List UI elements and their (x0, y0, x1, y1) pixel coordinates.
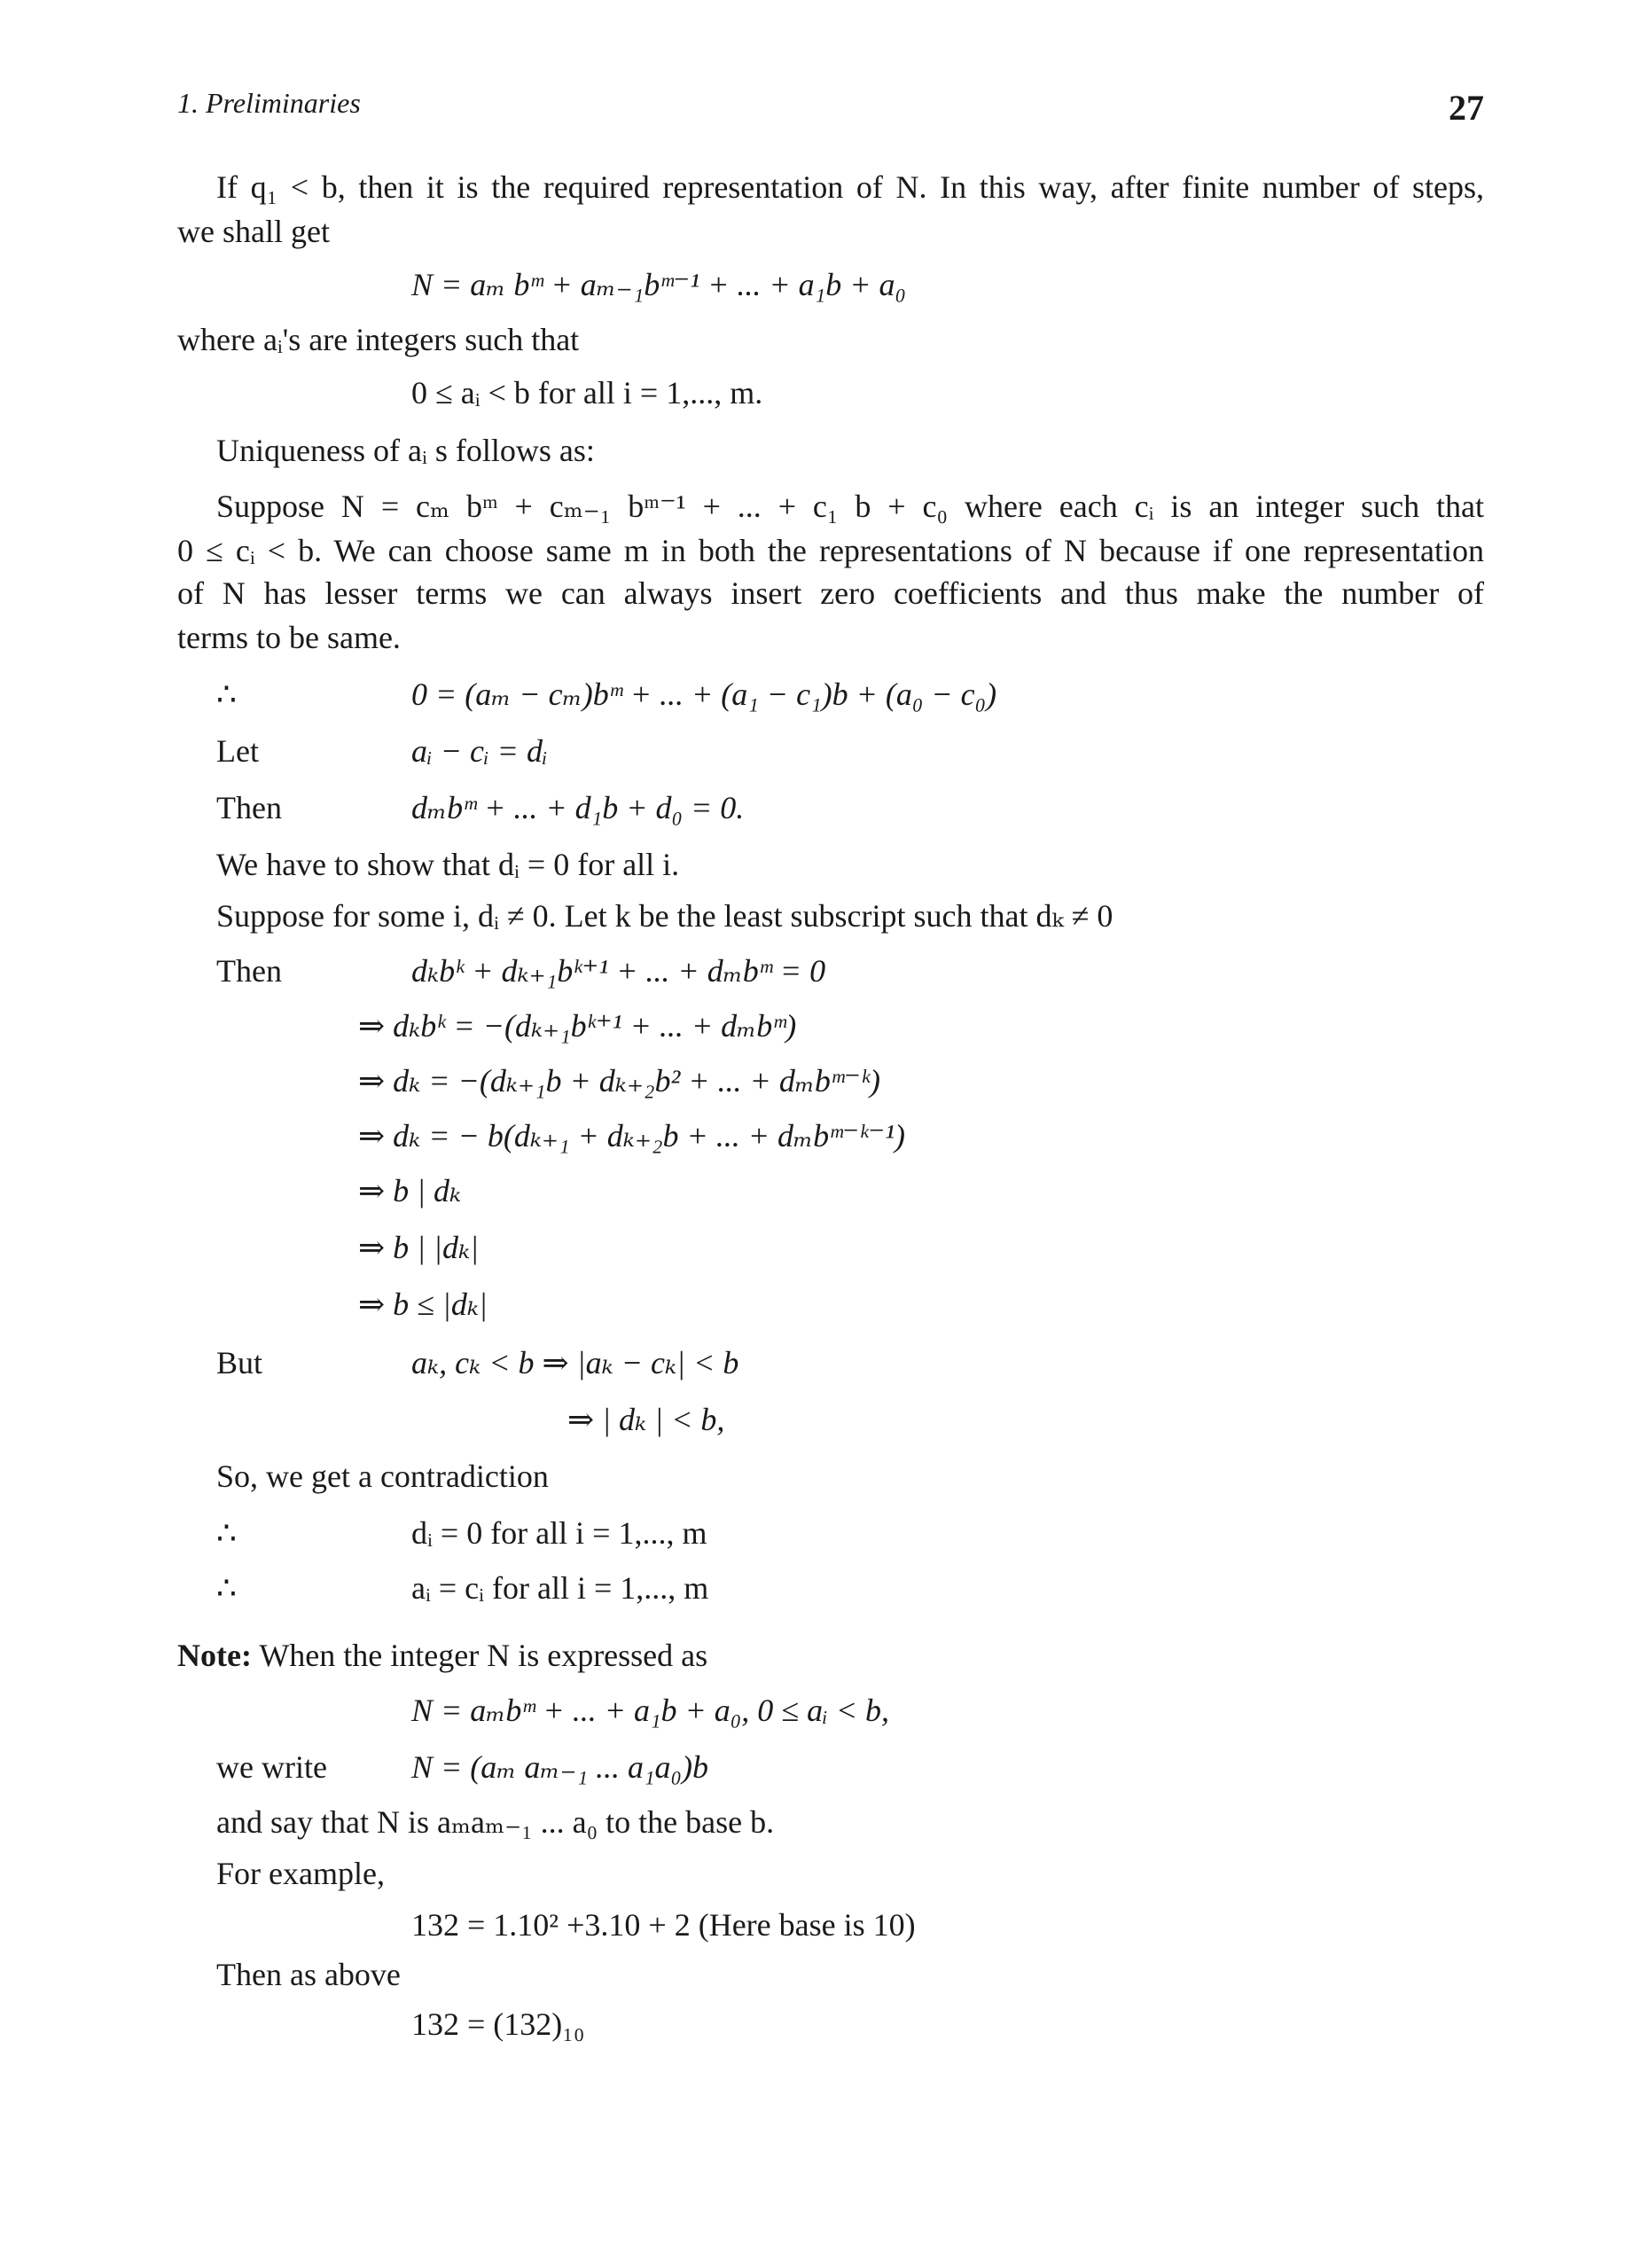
paragraph-line: So, we get a contradiction (216, 1459, 549, 1494)
running-header (177, 87, 1484, 131)
chain-expression: ⇒ dₖbᵏ = −(dₖ₊₁bᵏ⁺¹ + ... + dₘbᵐ) (358, 1008, 797, 1044)
step-label: Then (216, 790, 282, 825)
paragraph-line: We have to show that dᵢ = 0 for all i. (216, 847, 680, 882)
equation: 0 ≤ aᵢ < b for all i = 1,..., m. (411, 375, 763, 411)
step-label: ∴ (216, 676, 237, 712)
paragraph-line: Then as above (216, 1957, 401, 1992)
equation: 132 = (132)₁₀ (411, 2006, 585, 2042)
chain-expression: dₖbᵏ + dₖ₊₁bᵏ⁺¹ + ... + dₘbᵐ = 0 (411, 953, 826, 989)
paragraph-line: Suppose for some i, dᵢ ≠ 0. Let k be the least subscript such that dₖ ≠ 0 (216, 898, 1113, 934)
chain-expression: ⇒ dₖ = −(dₖ₊₁b + dₖ₊₂b² + ... + dₘbᵐ⁻ᵏ) (358, 1063, 881, 1099)
step-expression: 0 = (aₘ − cₘ)bᵐ + ... + (a₁ − c₁)b + (a₀ − c₀) (411, 676, 997, 712)
step-label: But (216, 1345, 263, 1380)
step-expression: aᵢ − cᵢ = dᵢ (411, 733, 548, 769)
note-label: Note: (177, 1638, 252, 1673)
chain-expression: ⇒ b | dₖ (358, 1173, 462, 1208)
paragraph-line: If q₁ < b, then it is the required representation of N. In this way, after finite number of steps, (216, 169, 1484, 205)
step-label: Let (216, 733, 259, 769)
step-expression: aᵢ = cᵢ for all i = 1,..., m (411, 1570, 709, 1606)
step-expression: dᵢ = 0 for all i = 1,..., m (411, 1515, 707, 1551)
paragraph-line: Suppose N = cₘ bᵐ + cₘ₋₁ bᵐ⁻¹ + ... + c₁ b + c₀ where each cᵢ is an integer such that (216, 489, 1484, 524)
paragraph-line: and say that N is aₘaₘ₋₁ ... a₀ to the base b. (216, 1804, 775, 1840)
chain-expression: ⇒ dₖ = − b(dₖ₊₁ + dₖ₊₂b + ... + dₘbᵐ⁻ᵏ⁻¹) (358, 1118, 906, 1154)
paragraph-line: For example, (216, 1856, 385, 1891)
paragraph-line: of N has lesser terms we can always insert zero coefficients and thus make the number of (177, 575, 1484, 611)
step-label: we write (216, 1749, 327, 1785)
paragraph-line: we shall get (177, 214, 330, 249)
step-label: Then (216, 953, 282, 989)
equation: N = aₘ bᵐ + aₘ₋₁bᵐ⁻¹ + ... + a₁b + a₀ (411, 267, 906, 302)
chain-expression: ⇒ b ≤ |dₖ| (358, 1287, 488, 1322)
section-title: 1. Preliminaries (177, 87, 361, 119)
chain-expression: ⇒ b | |dₖ| (358, 1230, 479, 1265)
page-number: 27 (1449, 88, 1484, 128)
step-label: ∴ (216, 1515, 237, 1551)
step-expression: dₘbᵐ + ... + d₁b + d₀ = 0. (411, 790, 745, 825)
step-label: ∴ (216, 1570, 237, 1606)
paragraph-line: Uniqueness of aᵢ s follows as: (216, 433, 595, 468)
equation: 132 = 1.10² +3.10 + 2 (Here base is 10) (411, 1907, 916, 1943)
paragraph-line: 0 ≤ cᵢ < b. We can choose same m in both the representations of N because if one representation (177, 533, 1484, 568)
step-expression: aₖ, cₖ < b ⇒ |aₖ − cₖ| < b (411, 1345, 739, 1380)
paragraph-line: where aᵢ's are integers such that (177, 322, 580, 357)
step-expression: ⇒ | dₖ | < b, (567, 1402, 725, 1437)
note-intro: When the integer N is expressed as (259, 1638, 708, 1673)
note-line (177, 1637, 707, 1674)
paragraph-line: terms to be same. (177, 620, 401, 655)
equation: N = (aₘ aₘ₋₁ ... a₁a₀)b (411, 1749, 708, 1785)
equation: N = aₘbᵐ + ... + a₁b + a₀, 0 ≤ aᵢ < b, (411, 1693, 890, 1728)
